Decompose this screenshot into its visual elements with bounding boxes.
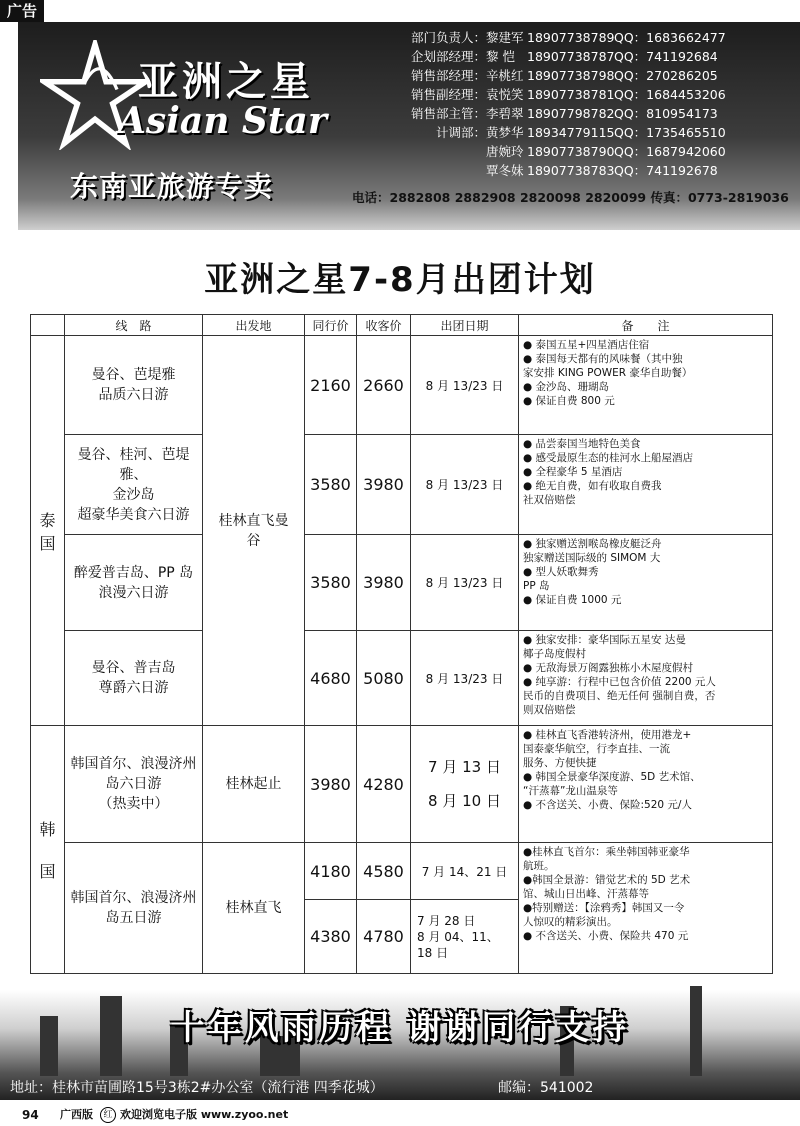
contact-name: 李碧翠 (486, 106, 524, 121)
retail-price-cell: 3980 (357, 535, 411, 631)
contact-qq: QQ：741192678 (614, 163, 718, 178)
notes-cell (519, 726, 773, 843)
contact-phone: 18907738783 (527, 163, 615, 178)
note-line: 馆、城山日出峰、汗蒸幕等 (523, 888, 649, 900)
note-line: ● 全程豪华 5 星酒店 (523, 466, 623, 478)
contact-role: 销售部主管： (410, 106, 486, 121)
contact-phone: 18907738790 (527, 144, 615, 159)
peer-price-cell: 3980 (305, 726, 357, 843)
postcode: 邮编：541002 (498, 1080, 594, 1096)
note-line: ● 独家安排：豪华国际五星安 达曼 (523, 634, 686, 646)
contact-qq: QQ：1683662477 (614, 30, 726, 45)
badge-icon: 红 (100, 1107, 116, 1123)
region-korea: 韩 国 (31, 726, 65, 974)
contact-qq: QQ：1684453206 (614, 87, 726, 102)
header-blank (31, 315, 65, 336)
note-line: “汗蒸幕”龙山温泉等 (523, 785, 618, 797)
note-line: ● 保证自费 800 元 (523, 395, 615, 407)
date-cell: 8 月 13/23 日 (411, 631, 519, 726)
note-line: ●特别赠送：【涂鸦秀】韩国又一令 (523, 902, 685, 914)
route-cell: 曼谷、普吉岛 尊爵六日游 (65, 631, 203, 726)
table-header-row (31, 315, 773, 336)
retail-price-cell: 4580 (357, 843, 411, 900)
website-link[interactable]: 欢迎浏览电子版 www.zyoo.net (120, 1108, 289, 1121)
address: 地址：桂林市苗圃路15号3栋2#办公室（流行港 四季花城） (10, 1080, 384, 1096)
contact-row (352, 161, 792, 180)
contact-phone: 18907738787 (527, 49, 615, 64)
retail-price-cell: 5080 (357, 631, 411, 726)
contact-name: 袁悦笑 (486, 87, 524, 102)
retail-price-cell: 3980 (357, 435, 411, 535)
retail-price-cell: 4780 (357, 900, 411, 974)
contact-role: 销售部经理： (410, 68, 486, 83)
table-row (31, 631, 773, 726)
note-line: ● 不含送关、小费、保险:520 元/人 (523, 799, 692, 811)
contact-row (352, 104, 792, 123)
contact-list (352, 28, 792, 180)
note-line: 人惊叹的精彩演出。 (523, 916, 618, 928)
note-line: ● 不含送关、小费、保险共 470 元 (523, 930, 689, 942)
departure-cell: 桂林起止 (203, 726, 305, 843)
note-line: ● 金沙岛、珊瑚岛 (523, 381, 609, 393)
contact-phone: 18907738789 (527, 30, 615, 45)
note-line: ● 泰国每天都有的风味餐（其中独 (523, 353, 683, 365)
header-departure: 出发地 (203, 315, 305, 336)
contact-row (352, 123, 792, 142)
header-route: 线 路 (65, 315, 203, 336)
table-row (31, 435, 773, 535)
contact-name: 辛桃红 (486, 68, 524, 83)
contact-phone: 18907738798 (527, 68, 615, 83)
note-line: PP 岛 (523, 580, 550, 592)
note-line: ● 型人妖歌舞秀 (523, 566, 599, 578)
notes-cell (519, 631, 773, 726)
route-cell: 曼谷、芭堤雅 品质六日游 (65, 336, 203, 435)
note-line: ● 保证自费 1000 元 (523, 594, 622, 606)
contact-qq: QQ：270286205 (614, 68, 718, 83)
brand-name-en: Asian Star (118, 100, 327, 142)
departure-cell: 桂林直飞 (203, 843, 305, 974)
note-line: 国泰豪华航空，行李直挂、一流 (523, 743, 670, 755)
route-cell: 韩国首尔、浪漫济州 岛五日游 (65, 843, 203, 974)
note-line: 独家赠送国际级的 SIMOM 大 (523, 552, 661, 564)
route-cell: 曼谷、桂河、芭堤雅、 金沙岛 超豪华美食六日游 (65, 435, 203, 535)
route-cell: 醉爱普吉岛、PP 岛 浪漫六日游 (65, 535, 203, 631)
header-retail-price: 收客价 (357, 315, 411, 336)
note-line: 椰子岛度假村 (523, 648, 586, 660)
note-line: 家安排 KING POWER 豪华自助餐） (523, 367, 693, 379)
note-line: ● 感受最原生态的桂河水上船屋酒店 (523, 452, 693, 464)
peer-price-cell: 4380 (305, 900, 357, 974)
contact-row (352, 47, 792, 66)
peer-price-cell: 2160 (305, 336, 357, 435)
contact-qq: QQ：1687942060 (614, 144, 726, 159)
contact-qq: QQ：1735465510 (614, 125, 726, 140)
note-line: 社双倍赔偿 (523, 494, 576, 506)
note-line: ● 无敌海景万阁露独栋小木屋度假村 (523, 662, 693, 674)
peer-price-cell: 3580 (305, 435, 357, 535)
contact-name: 唐婉玲 (486, 144, 524, 159)
peer-price-cell: 3580 (305, 535, 357, 631)
note-line: ● 绝无自费，如有收取自费我 (523, 480, 662, 492)
contact-row (352, 28, 792, 47)
date-cell: 7 月 13 日 8 月 10 日 (411, 726, 519, 843)
notes-cell (519, 535, 773, 631)
note-line: 航班。 (523, 860, 555, 872)
contact-phone: 18934779115 (527, 125, 615, 140)
departure-cell: 桂林直飞曼 谷 (203, 336, 305, 726)
contact-qq: QQ：810954173 (614, 106, 718, 121)
contact-role: 销售副经理： (410, 87, 486, 102)
header-notes: 备 注 (519, 315, 773, 336)
note-line: ●韩国全景游：错觉艺术的 5D 艺术 (523, 874, 691, 886)
note-line: 民币的自费项目、绝无任何 强制自费，否 (523, 690, 716, 702)
note-line: ● 纯享游：行程中已包含价值 2200 元人 (523, 676, 716, 688)
contact-phone: 18907738781 (527, 87, 615, 102)
retail-price-cell: 4280 (357, 726, 411, 843)
slogan-banner: 十年风雨历程 谢谢同行支持 (170, 1008, 630, 1048)
edition-label: 广西版 (60, 1108, 93, 1121)
peer-price-cell: 4180 (305, 843, 357, 900)
note-line: ●桂林直飞首尔：乘坐韩国韩亚豪华 (523, 846, 690, 858)
note-line: 则双倍赔偿 (523, 704, 576, 716)
note-line: ● 独家赠送割喉岛橡皮艇泛舟 (523, 538, 662, 550)
contact-row (352, 142, 792, 161)
tour-schedule-table (30, 314, 773, 974)
ad-tag: 广告 (0, 0, 44, 22)
table-row (31, 843, 773, 900)
table-row (31, 726, 773, 843)
table-row (31, 336, 773, 435)
peer-price-cell: 4680 (305, 631, 357, 726)
table-row (31, 535, 773, 631)
notes-cell (519, 435, 773, 535)
contact-role: 计调部： (435, 125, 486, 140)
page-number: 94 (22, 1108, 39, 1122)
phone-fax-line: 电话：2882808 2882908 2820098 2820099 传真：0773-2819036 (352, 190, 789, 205)
page-footer (0, 1104, 800, 1126)
header-peer-price: 同行价 (305, 315, 357, 336)
note-line: ● 泰国五星+四星酒店住宿 (523, 339, 650, 351)
note-line: ● 桂林直飞香港转济州，使用港龙+ (523, 729, 692, 741)
date-cell: 7 月 14、21 日 (411, 843, 519, 900)
retail-price-cell: 2660 (357, 336, 411, 435)
brand-slogan: 东南亚旅游专卖 (70, 170, 274, 203)
note-line: ● 品尝泰国当地特色美食 (523, 438, 641, 450)
contact-role: 企划部经理： (410, 49, 486, 64)
notes-cell (519, 336, 773, 435)
note-line: ● 韩国全景豪华深度游、5D 艺术馆、 (523, 771, 701, 783)
route-cell: 韩国首尔、浪漫济州 岛六日游 （热卖中） (65, 726, 203, 843)
contact-qq: QQ：741192684 (614, 49, 718, 64)
contact-name: 覃冬妹 (486, 163, 524, 178)
date-cell: 8 月 13/23 日 (411, 435, 519, 535)
date-cell: 7 月 28 日 8 月 04、11、 18 日 (411, 900, 519, 974)
brand-name-cn: 亚洲之星 (138, 58, 314, 105)
contact-row (352, 66, 792, 85)
header-date: 出团日期 (411, 315, 519, 336)
page-title: 亚洲之星7-8月出团计划 (204, 260, 596, 300)
note-line: 服务、方便快捷 (523, 757, 597, 769)
contact-name: 黎建军 (486, 30, 524, 45)
contact-role: 部门负责人： (410, 30, 486, 45)
region-thailand: 泰 国 (31, 336, 65, 726)
date-cell: 8 月 13/23 日 (411, 336, 519, 435)
notes-cell (519, 843, 773, 974)
contact-row (352, 85, 792, 104)
date-cell: 8 月 13/23 日 (411, 535, 519, 631)
contact-phone: 18907798782 (527, 106, 615, 121)
contact-name: 黎 恺 (486, 49, 515, 64)
contact-name: 黄梦华 (486, 125, 524, 140)
